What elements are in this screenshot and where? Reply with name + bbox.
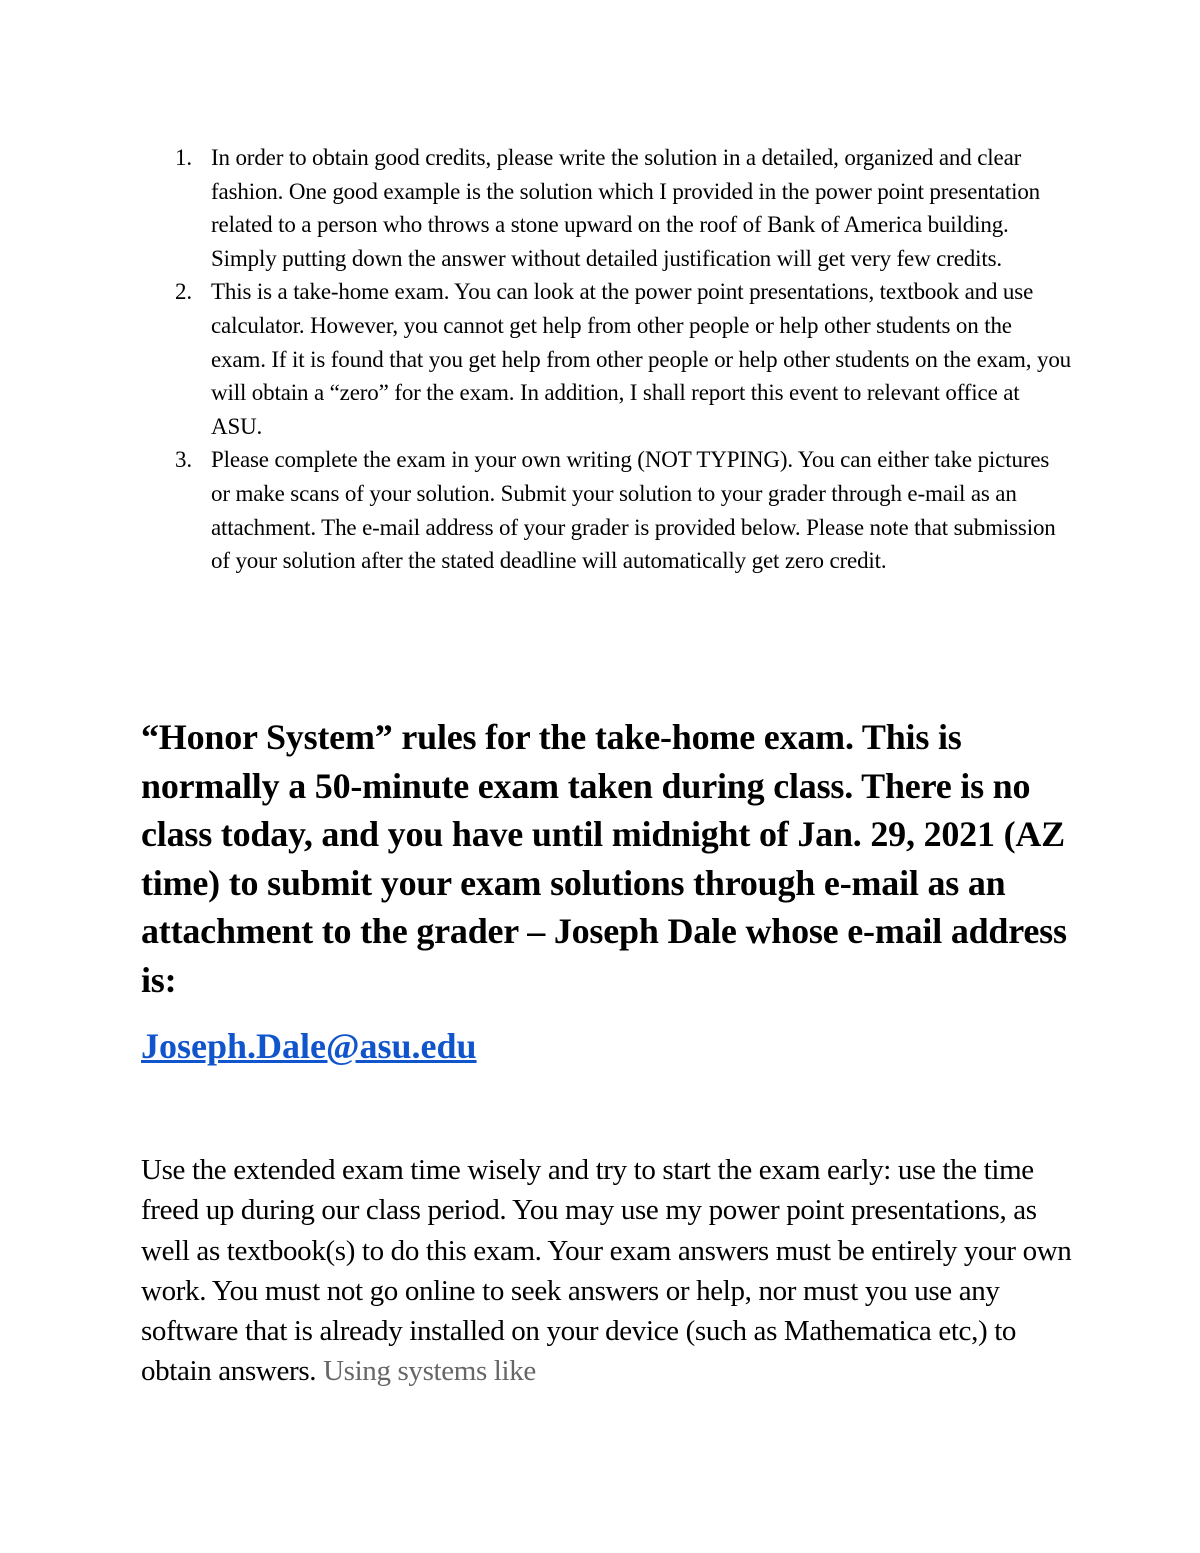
grader-email-link[interactable]: Joseph.Dale@asu.edu [141,1026,477,1066]
instructions-list [162,141,1072,578]
instruction-text: This is a take-home exam. You can look at the power point presentations, textbook and use calculator. However, you cannot get help from other people or help other students on the exam. If it is found that you get help from other people or help other students on the exam, you will obtain a “zero” for the exam. In addition, I shall report this event to relevant office at ASU. [211,279,1072,439]
exam-guidance-trailing-text: Using systems like [323,1355,536,1388]
instruction-item [162,443,1072,577]
exam-guidance-text: Use the extended exam time wisely and try to start the exam early: use the time freed up during our class period. You may use my power point presentations, as well as textbook(s) to do this exam. Your exam answers must be entirely your own work. You must not go online to seek answers or help, nor must you use any software that is already installed on your device (such as Mathematica etc,) to obtain answers. [141,1154,1072,1388]
instruction-number: 2. [175,279,192,305]
instruction-item [162,275,1072,443]
honor-system-heading: “Honor System” rules for the take-home exam. This is normally a 50-minute exam taken during class. There is no class today, and you have until midnight of Jan. 29, 2021 (AZ time) to submit your exam solutions through e-mail as an attachment to the grader – Joseph Dale whose e-mail address is: [141,717,1067,1000]
instruction-item [162,141,1072,275]
instruction-text: Please complete the exam in your own writing (NOT TYPING). You can either take pictures or make scans of your solution. Submit your solution to your grader through e-mail as an attachment. The e-mail address of your grader is provided below. Please note that submission of your solution after the stated deadline will automatically get zero credit. [211,447,1056,574]
exam-guidance-paragraph [141,1150,1076,1392]
instruction-text: In order to obtain good credits, please write the solution in a detailed, organized and clear fashion. One good example is the solution which I provided in the power point presentation related to a person who throws a stone upward on the roof of Bank of America building. Simply putting down the answer without detailed justification will get very few credits. [211,145,1041,271]
instruction-number: 3. [175,447,192,473]
instruction-number: 1. [175,145,192,170]
